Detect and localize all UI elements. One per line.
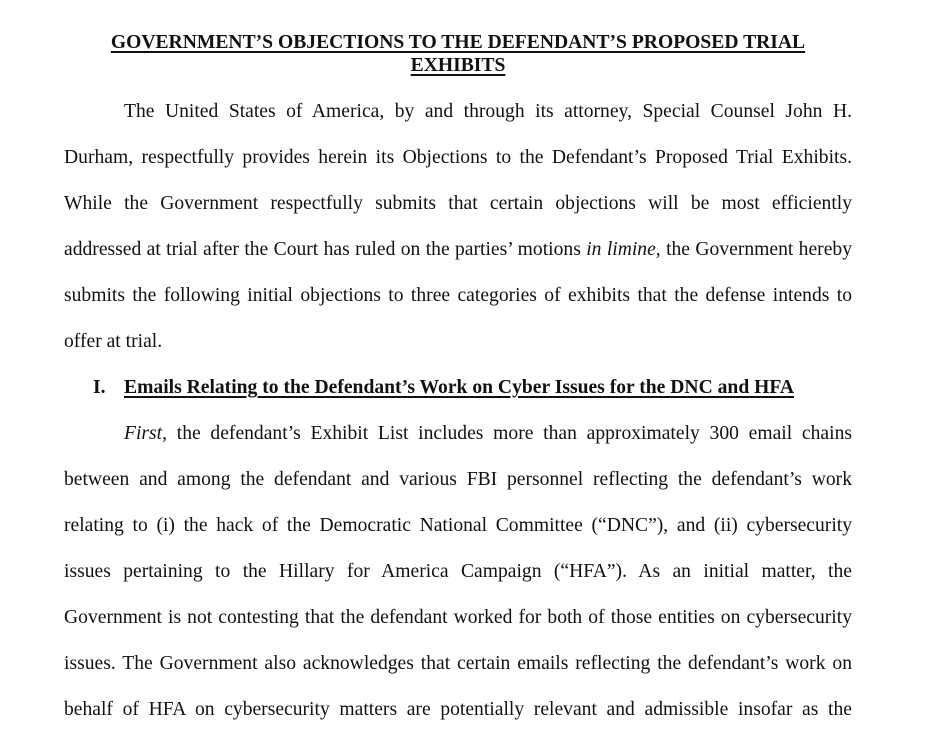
paragraph-1-line-4-text-b: , the Government hereby	[655, 239, 852, 260]
paragraph-2-line-1-text: , the defendant’s Exhibit List includes more than approximately 300 email chains	[162, 423, 852, 444]
paragraph-1-line-2: Durham, respectfully provides herein its Objections to the Defendant’s Proposed Trial Exhibits.	[64, 147, 852, 168]
document-title-line-2: EXHIBITS	[410, 55, 506, 76]
paragraph-1-line-1: The United States of America, by and through its attorney, Special Counsel John H.	[124, 101, 852, 122]
paragraph-2-line-2: between and among the defendant and various FBI personnel reflecting the defendant’s work	[64, 469, 852, 490]
paragraph-1-line-5: submits the following initial objections to three categories of exhibits that the defense intends to	[64, 285, 852, 306]
paragraph-1-line-4	[64, 239, 852, 261]
section-1-number: I.	[93, 377, 106, 398]
in-limine-italic: in limine	[586, 239, 656, 260]
paragraph-1-line-3: While the Government respectfully submits that certain objections will be most efficiently	[64, 193, 852, 214]
document-title-line-1: GOVERNMENT’S OBJECTIONS TO THE DEFENDANT’S PROPOSED TRIAL	[110, 32, 806, 53]
section-1-heading: Emails Relating to the Defendant’s Work on Cyber Issues for the DNC and HFA	[124, 377, 795, 398]
paragraph-1-line-6: offer at trial.	[64, 331, 163, 352]
paragraph-2-line-5: Government is not contesting that the defendant worked for both of those entities on cybersecurity	[64, 607, 852, 628]
paragraph-2-line-1	[124, 423, 852, 445]
paragraph-1-line-4-text-a: addressed at trial after the Court has ruled on the parties’ motions	[64, 239, 587, 260]
paragraph-2-line-4: issues pertaining to the Hillary for America Campaign (“HFA”). As an initial matter, the	[64, 561, 852, 582]
first-italic: First	[124, 423, 163, 444]
paragraph-2-line-6: issues. The Government also acknowledges that certain emails reflecting the defendant’s work on	[64, 653, 852, 674]
paragraph-2-line-7: behalf of HFA on cybersecurity matters are potentially relevant and admissible insofar as the	[64, 699, 852, 720]
paragraph-2-line-3: relating to (i) the hack of the Democratic National Committee (“DNC”), and (ii) cybersecurity	[64, 515, 852, 536]
